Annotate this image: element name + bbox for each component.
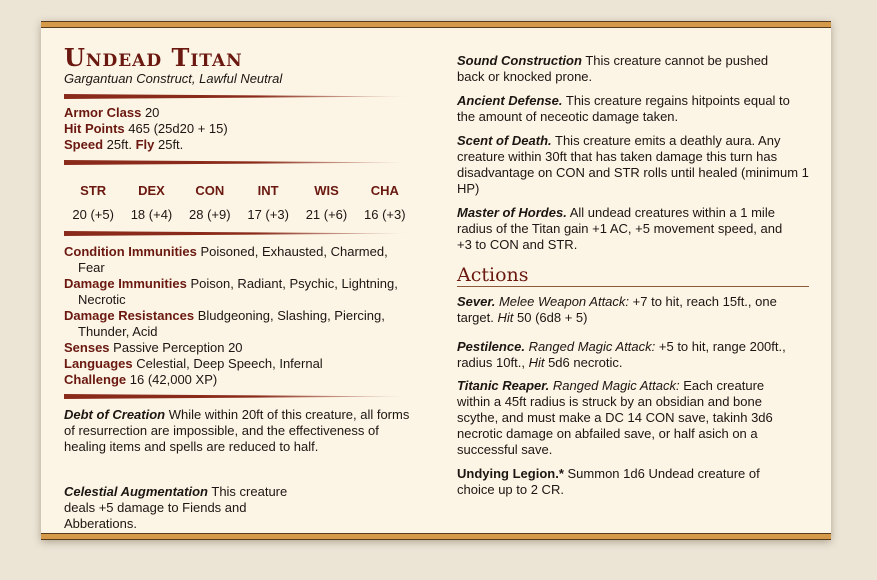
divider <box>64 94 414 99</box>
hit-points: Hit Points 465 (25d20 + 15) <box>64 121 228 136</box>
ability-name: CON <box>195 183 225 198</box>
ability-name: INT <box>257 183 279 198</box>
top-border-bar <box>41 21 831 28</box>
challenge: Challenge 16 (42,000 XP) <box>64 372 218 387</box>
damage-resistances: Damage Resistances Bludgeoning, Slashing, Piercing, Thunder, Acid <box>64 308 385 339</box>
ability-scores <box>64 207 414 222</box>
ability-score: 18 (+4) <box>130 207 173 222</box>
action-undying-legion: Undying Legion.* Summon 1d6 Undead creature of choice up to 2 CR. <box>457 466 760 497</box>
ability-name: STR <box>80 183 107 198</box>
condition-immunities: Condition Immunities Poisoned, Exhausted, Charmed, Fear <box>64 244 388 275</box>
actions-heading: Actions <box>457 264 529 286</box>
senses: Senses Passive Perception 20 <box>64 340 243 355</box>
ability-names <box>64 183 414 198</box>
armor-class: Armor Class 20 <box>64 105 160 120</box>
action-titanic-reaper: Titanic Reaper. Ranged Magic Attack: Each creature within a 45ft radius is struck by an obsidian and bone scythe, and must make a DC 14 CON save, takinh 3d6 necrotic damage on abfailed save, or half asich on a successful save. <box>457 378 773 457</box>
bottom-border-bar <box>41 533 831 540</box>
speed: Speed 25ft. Fly 25ft. <box>64 137 184 152</box>
action-pestilence: Pestilence. Ranged Magic Attack: +5 to hit, range 200ft., radius 10ft., Hit 5d6 necrotic. <box>457 339 786 370</box>
divider <box>64 160 414 165</box>
trait-debt-of-creation: Debt of Creation While within 20ft of this creature, all forms of resurrection are impossible, and the effectiveness of healing items and spells are reduced to half. <box>64 407 410 454</box>
action-sever: Sever. Melee Weapon Attack: +7 to hit, reach 15ft., one target. Hit 50 (6d8 + 5) <box>457 294 777 325</box>
creature-name: Undead Titan <box>64 43 243 72</box>
divider <box>64 394 414 399</box>
creature-type: Gargantuan Construct, Lawful Neutral <box>64 71 283 86</box>
ability-name: CHA <box>370 183 399 198</box>
ability-score: 17 (+3) <box>247 207 289 222</box>
defense-block <box>64 105 414 153</box>
trait-master-of-hordes: Master of Hordes. All undead creatures within a 1 mile radius of the Titan gain +1 AC, +5 movement speed, and +3 to CON and STR. <box>457 205 783 252</box>
ability-name: DEX <box>138 183 165 198</box>
trait-sound-construction: Sound Construction This creature cannot be pushed back or knocked prone. <box>457 53 769 84</box>
ability-score: 21 (+6) <box>305 207 348 222</box>
trait-ancient-defense: Ancient Defense. This creature regains hitpoints equal to the amount of neceotic damage taken. <box>457 93 790 124</box>
stat-block-card <box>41 21 831 540</box>
properties-block <box>64 244 414 388</box>
actions-divider <box>457 286 809 287</box>
trait-scent-of-death: Scent of Death. This creature emits a deathly aura. Any creature within 30ft that has taken damage this turn has disadvantage on CON and STR rolls until healed (minimum 1 HP) <box>457 133 809 196</box>
languages: Languages Celestial, Deep Speech, Infernal <box>64 356 323 371</box>
trait-celestial-augmentation: Celestial Augmentation This creature deals +5 damage to Fiends and Abberations. <box>64 484 288 531</box>
divider <box>64 231 414 236</box>
ability-score: 28 (+9) <box>189 207 231 222</box>
damage-immunities: Damage Immunities Poison, Radiant, Psychic, Lightning, Necrotic <box>64 276 398 307</box>
ability-score: 20 (+5) <box>72 207 114 222</box>
ability-score: 16 (+3) <box>364 207 406 222</box>
ability-name: WIS <box>314 183 339 198</box>
